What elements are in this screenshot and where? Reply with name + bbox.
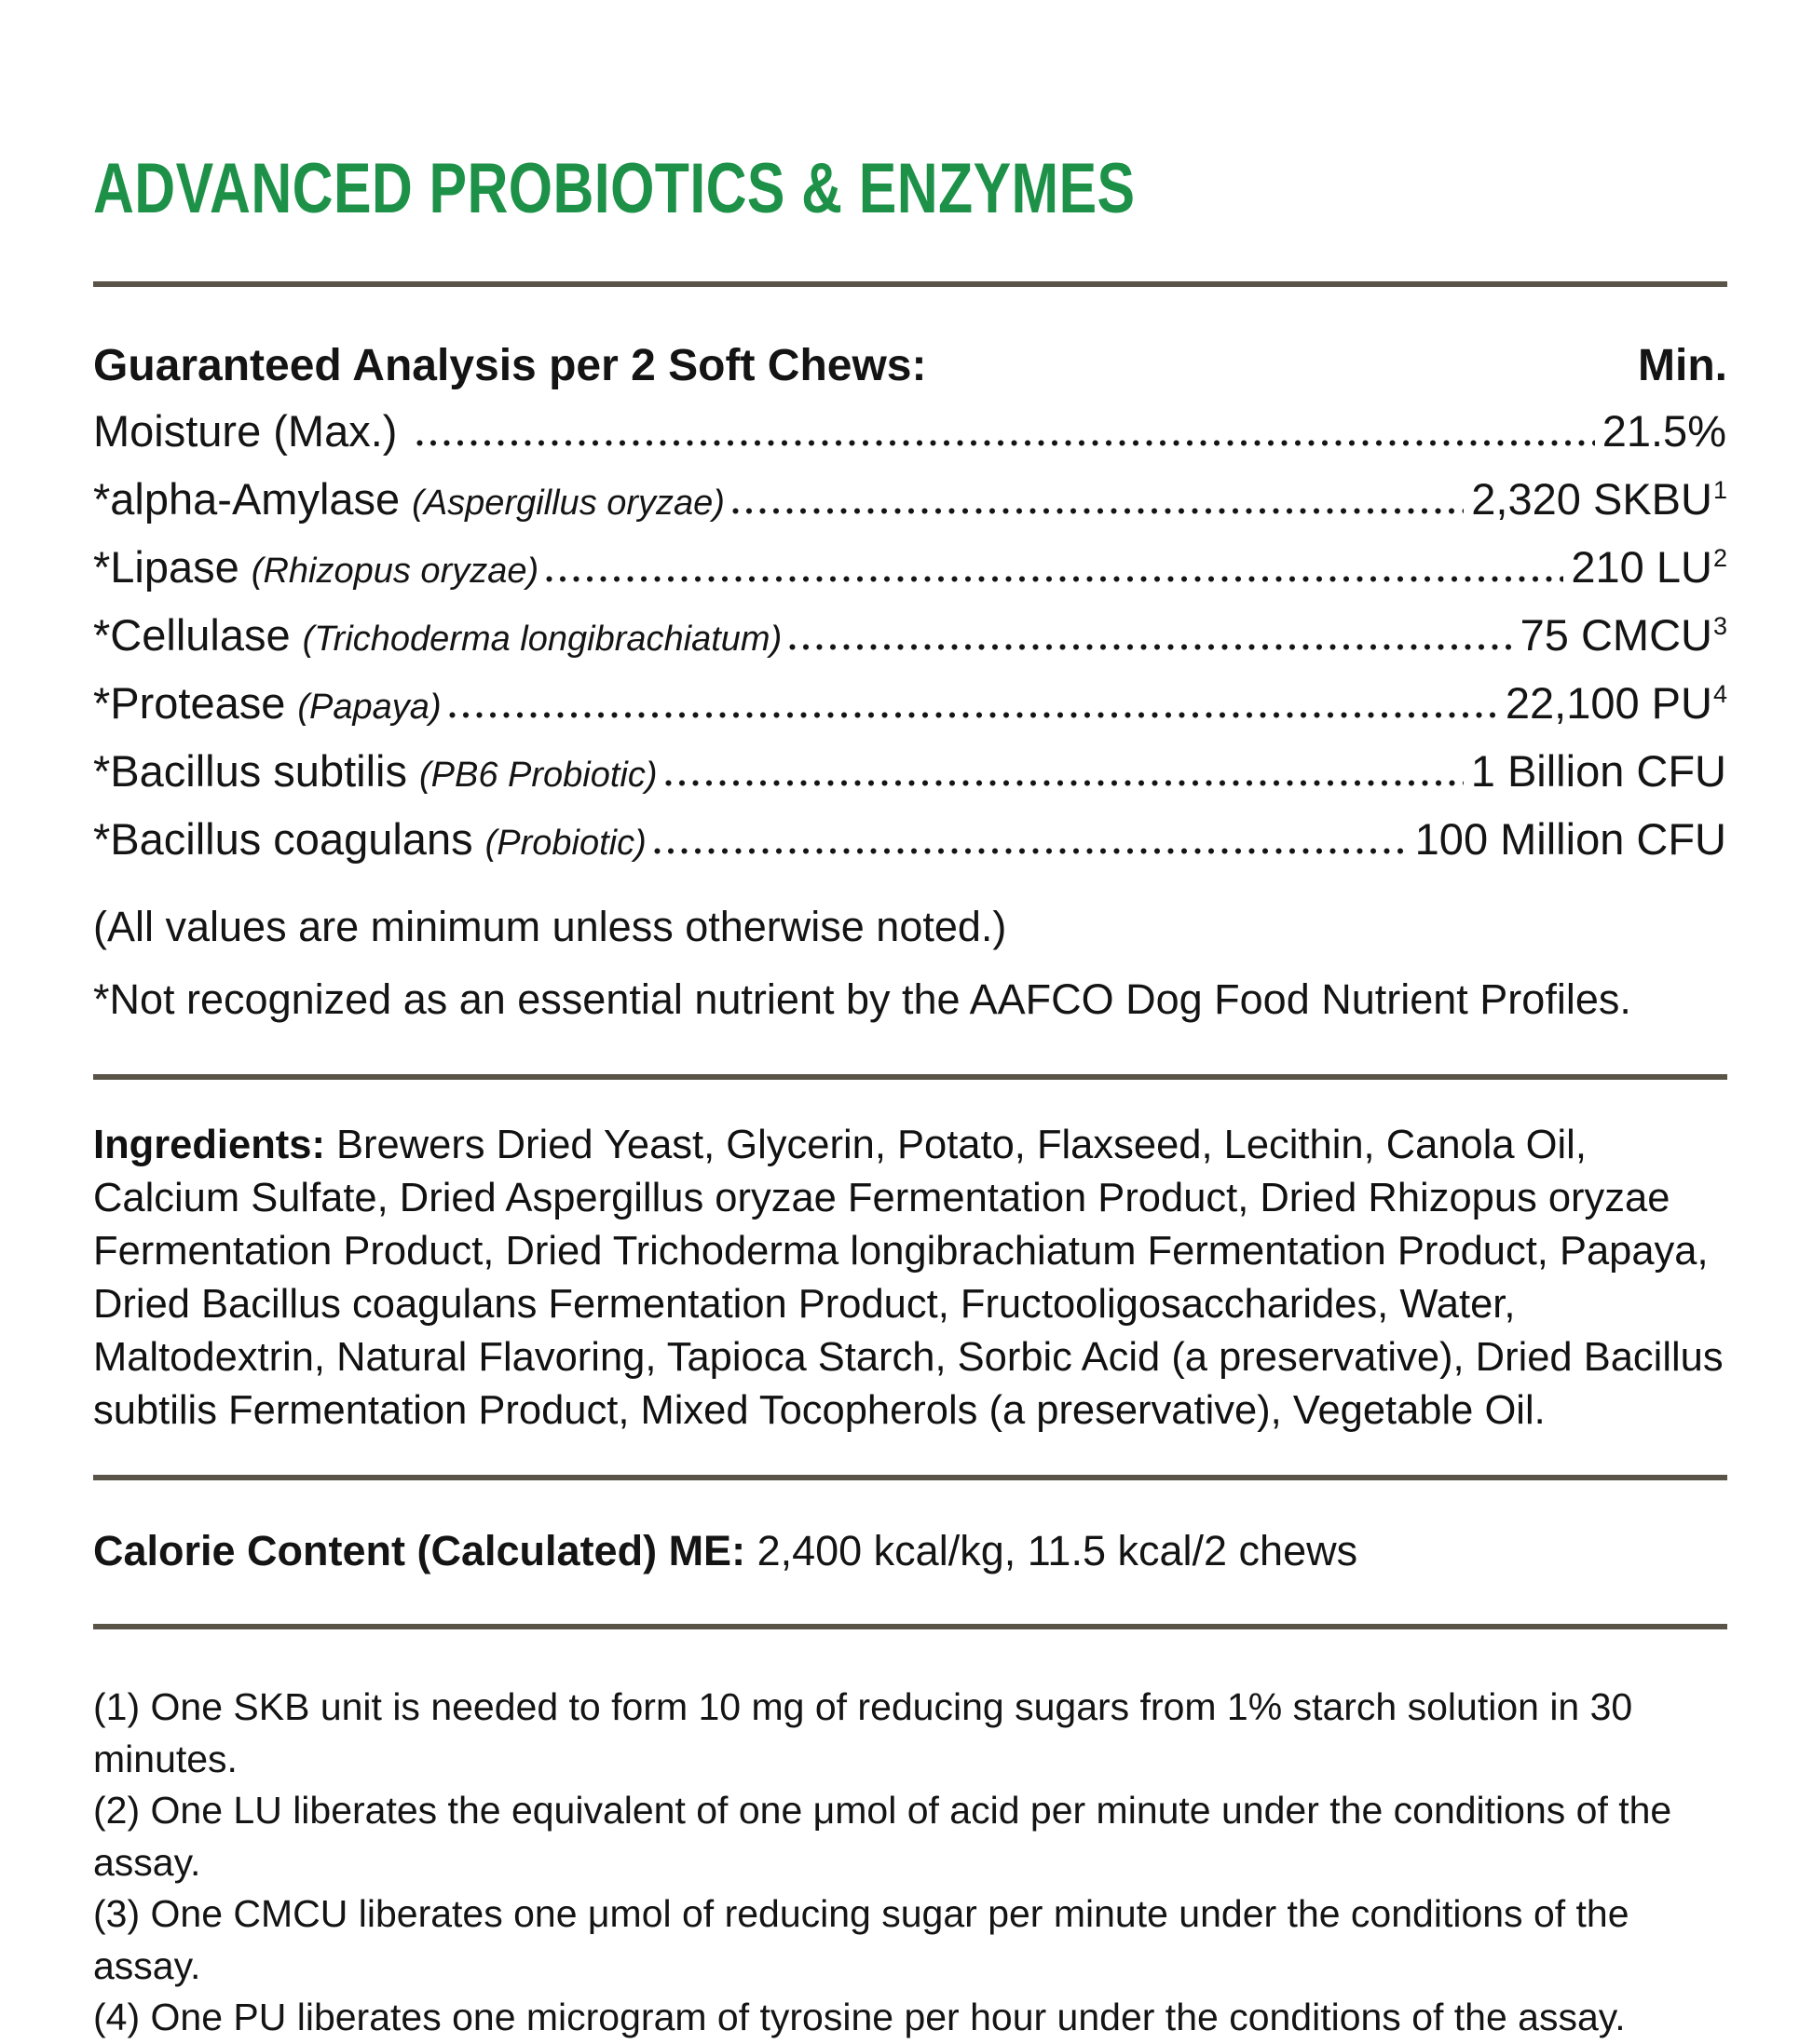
analysis-row-moisture	[93, 401, 1727, 469]
row-value: 21.5%	[1602, 406, 1726, 456]
row-name: Moisture (Max.)	[93, 406, 398, 456]
row-species: (Probiotic)	[484, 824, 647, 863]
footnotes-section	[93, 1682, 1727, 2044]
analysis-row-bacillus-coagulans	[93, 809, 1727, 877]
dot-leader	[732, 508, 1464, 514]
row-name: *Lipase	[93, 542, 239, 592]
dot-leader	[416, 440, 1594, 446]
analysis-rows	[93, 401, 1727, 877]
dot-leader	[789, 644, 1512, 650]
calorie-value: 2,400 kcal/kg, 11.5 kcal/2 chews	[745, 1527, 1358, 1574]
row-name: *Bacillus subtilis	[93, 746, 407, 796]
row-name: *Protease	[93, 678, 286, 728]
analysis-row-bacillus-subtilis	[93, 741, 1727, 809]
analysis-row-cellulase	[93, 605, 1727, 673]
divider-ingredients	[93, 1074, 1727, 1080]
row-footnote-ref: 3	[1712, 612, 1727, 640]
footnote-1: (1) One SKB unit is needed to form 10 mg of reducing sugars from 1% starch solution in 30 minutes.	[93, 1685, 1633, 1780]
divider-calories	[93, 1475, 1727, 1480]
row-name: *alpha-Amylase	[93, 474, 401, 524]
dot-leader	[546, 576, 1563, 582]
divider-footnotes	[93, 1624, 1727, 1629]
row-footnote-ref: 1	[1712, 476, 1727, 504]
row-value: 1 Billion CFU	[1470, 746, 1726, 796]
divider-top	[93, 281, 1727, 287]
footnote-4: (4) One PU liberates one microgram of tyrosine per hour under the conditions of the assay.	[93, 1996, 1626, 2038]
row-value: 100 Million CFU	[1414, 814, 1726, 864]
row-value: 210 $LU^2$	[1571, 542, 1727, 592]
row-footnote-ref: 4	[1712, 680, 1727, 708]
analysis-header-min: Min.	[1638, 341, 1727, 390]
analysis-header-title: Guaranteed Analysis per 2 Soft Chews:	[93, 341, 927, 390]
note-all-values-minimum: (All values are minimum unless otherwise noted.)	[93, 903, 1007, 950]
row-value: 75 CMCU$^3$	[1520, 610, 1727, 660]
calorie-content-line	[93, 1525, 1727, 1577]
analysis-row-alpha-amylase	[93, 469, 1727, 537]
row-species: (Papaya)	[297, 688, 442, 727]
row-value: 22,100 $PU^4$	[1505, 678, 1727, 728]
page-title	[93, 147, 1727, 231]
footnote-3: (3) One CMCU liberates one μmol of reducing sugar per minute under the conditions of the assay.	[93, 1892, 1629, 1987]
note-aafco: *Not recognized as an essential nutrient by the AAFCO Dog Food Nutrient Profiles.	[93, 975, 1631, 1023]
row-species: (Trichoderma longibrachiatum)	[302, 620, 783, 659]
ingredients-label: Ingredients:	[93, 1123, 325, 1167]
row-footnote-ref: 2	[1712, 544, 1727, 572]
dot-leader	[665, 780, 1464, 786]
calorie-label: Calorie Content (Calculated) ME:	[93, 1527, 746, 1574]
ingredients-text: Brewers Dried Yeast, Glycerin, Potato, Flaxseed, Lecithin, Canola Oil, Calcium Sulfate, Dried Aspergillus oryzae Fermentation Product, Dried Rhizopus oryzae Fermentation Product, Dried Trichoderma longibrachiatum Fermentation Product, Papaya, Dried Bacillus coagulans Fermentation Product, Fructooligosaccharides, Water, Maltodextrin, Natural Flavoring, Tapioca Starch, Sorbic Acid (a preservative), Dried Bacillus subtilis Fermentation Product, Mixed Tocopherols (a preservative), Vegetable Oil.	[93, 1123, 1724, 1433]
dot-leader	[449, 712, 1498, 718]
guaranteed-analysis-section	[93, 337, 1727, 1026]
row-species: (PB6 Probiotic)	[418, 756, 658, 795]
ingredients-paragraph	[93, 1119, 1727, 1438]
footnote-2: (2) One LU liberates the equivalent of one μmol of acid per minute under the conditions of the assay.	[93, 1789, 1672, 1884]
row-species: (Aspergillus oryzae)	[412, 484, 725, 523]
dot-leader	[654, 848, 1408, 854]
row-name: *Bacillus coagulans	[93, 814, 473, 864]
analysis-header	[93, 337, 1727, 395]
analysis-row-lipase	[93, 537, 1727, 605]
row-species: (Rhizopus oryzae)	[251, 552, 539, 591]
row-value: 2,320 SKBU$^1$	[1471, 474, 1727, 524]
analysis-row-protease	[93, 673, 1727, 741]
row-name: *Cellulase	[93, 610, 291, 660]
page-title-text: ADVANCED PROBIOTICS & ENZYMES	[93, 149, 1136, 228]
